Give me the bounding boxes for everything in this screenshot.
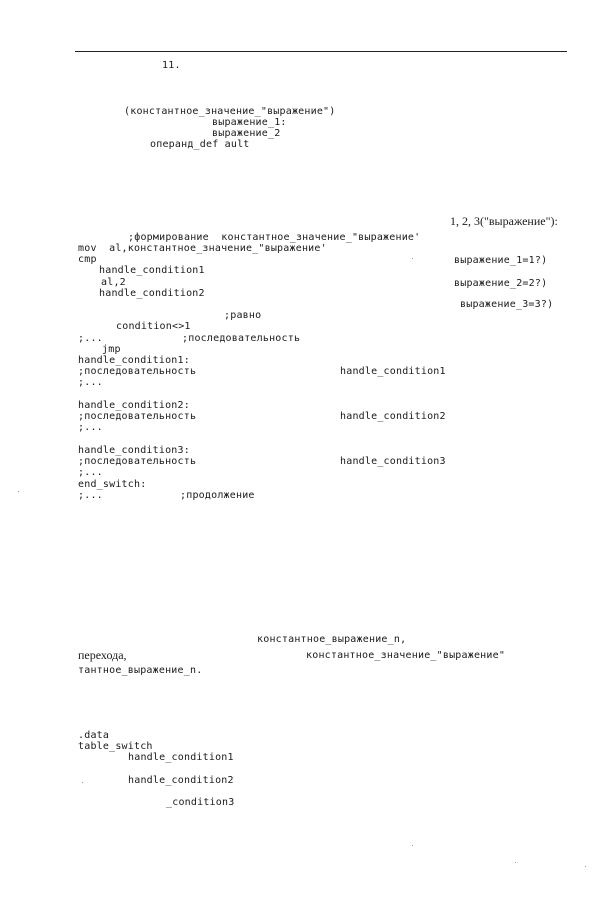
data-entry-1: handle_condition1 bbox=[128, 752, 234, 763]
code-ellipsis-hc2: ;... bbox=[78, 422, 103, 433]
code-mov-line: mov al,константное_значение_"выражение' bbox=[78, 243, 327, 254]
code-posled-hc2: ;последовательность bbox=[78, 411, 197, 422]
code-prodolzhenie: ;продолжение bbox=[180, 490, 255, 501]
code-label-hc1: handle_condition1: bbox=[78, 355, 190, 366]
code-hc1: handle_condition1 bbox=[99, 265, 205, 276]
paragraph-line-1: константное_выражение_n, bbox=[257, 634, 407, 645]
side-note-1: выражение_1=1?) bbox=[454, 255, 548, 266]
syntax-line-3: выражение_2 bbox=[212, 128, 281, 139]
code-comment-form: ;формирование константное_значение_"выражение' bbox=[128, 232, 421, 243]
data-entry-3: _condition3 bbox=[166, 797, 235, 808]
scan-speck bbox=[82, 782, 83, 783]
code-cmp-line: cmp bbox=[78, 254, 97, 265]
scan-speck bbox=[515, 862, 516, 863]
code-cond-ne: condition<>1 bbox=[116, 321, 191, 332]
code-posled-1: ;последовательность bbox=[182, 333, 301, 344]
scan-speck bbox=[18, 491, 19, 492]
code-end-switch: end_switch: bbox=[78, 479, 147, 490]
paragraph-line-2-serif: перехода, bbox=[78, 648, 127, 662]
header-rule bbox=[75, 51, 567, 52]
code-ellipsis-end: ;... bbox=[78, 490, 103, 501]
code-hc2: handle_condition2 bbox=[99, 288, 205, 299]
page-number: 11. bbox=[162, 60, 181, 71]
code-label-hc3: handle_condition3: bbox=[78, 445, 190, 456]
code-ref-hc1: handle_condition1 bbox=[340, 366, 446, 377]
code-label-hc2: handle_condition2: bbox=[78, 400, 190, 411]
code-ellipsis-hc1: ;... bbox=[78, 377, 103, 388]
code-ellipsis-1: ;... bbox=[78, 333, 103, 344]
syntax-line-2: выражение_1: bbox=[212, 117, 287, 128]
syntax-line-1: (константное_значение_"выражение") bbox=[124, 106, 336, 117]
code-ellipsis-hc3: ;... bbox=[78, 467, 103, 478]
code-posled-hc1: ;последовательность bbox=[78, 366, 197, 377]
syntax-line-4: операнд_def ault bbox=[150, 139, 250, 150]
data-entry-2: handle_condition2 bbox=[128, 775, 234, 786]
code-jmp: jmp bbox=[102, 344, 121, 355]
paragraph-line-2-mono: константное_значение_"выражение" bbox=[306, 650, 506, 661]
code-posled-hc3: ;последовательность bbox=[78, 456, 197, 467]
code-al2: al,2 bbox=[101, 277, 126, 288]
side-note-3: выражение_3=3?) bbox=[460, 299, 554, 310]
data-table-switch: table_switch bbox=[78, 741, 153, 752]
code-ref-hc3: handle_condition3 bbox=[340, 456, 446, 467]
code-ref-hc2: handle_condition2 bbox=[340, 411, 446, 422]
data-directive: .data bbox=[78, 730, 110, 741]
paragraph-line-3: тантное_выражение_n. bbox=[78, 665, 203, 676]
scan-speck bbox=[585, 866, 586, 867]
scan-speck bbox=[412, 258, 413, 259]
code-ravno: ;равно bbox=[224, 310, 262, 321]
scan-speck bbox=[412, 845, 413, 846]
example-heading: 1, 2, 3("выражение"): bbox=[450, 214, 558, 228]
side-note-2: выражение_2=2?) bbox=[454, 278, 548, 289]
